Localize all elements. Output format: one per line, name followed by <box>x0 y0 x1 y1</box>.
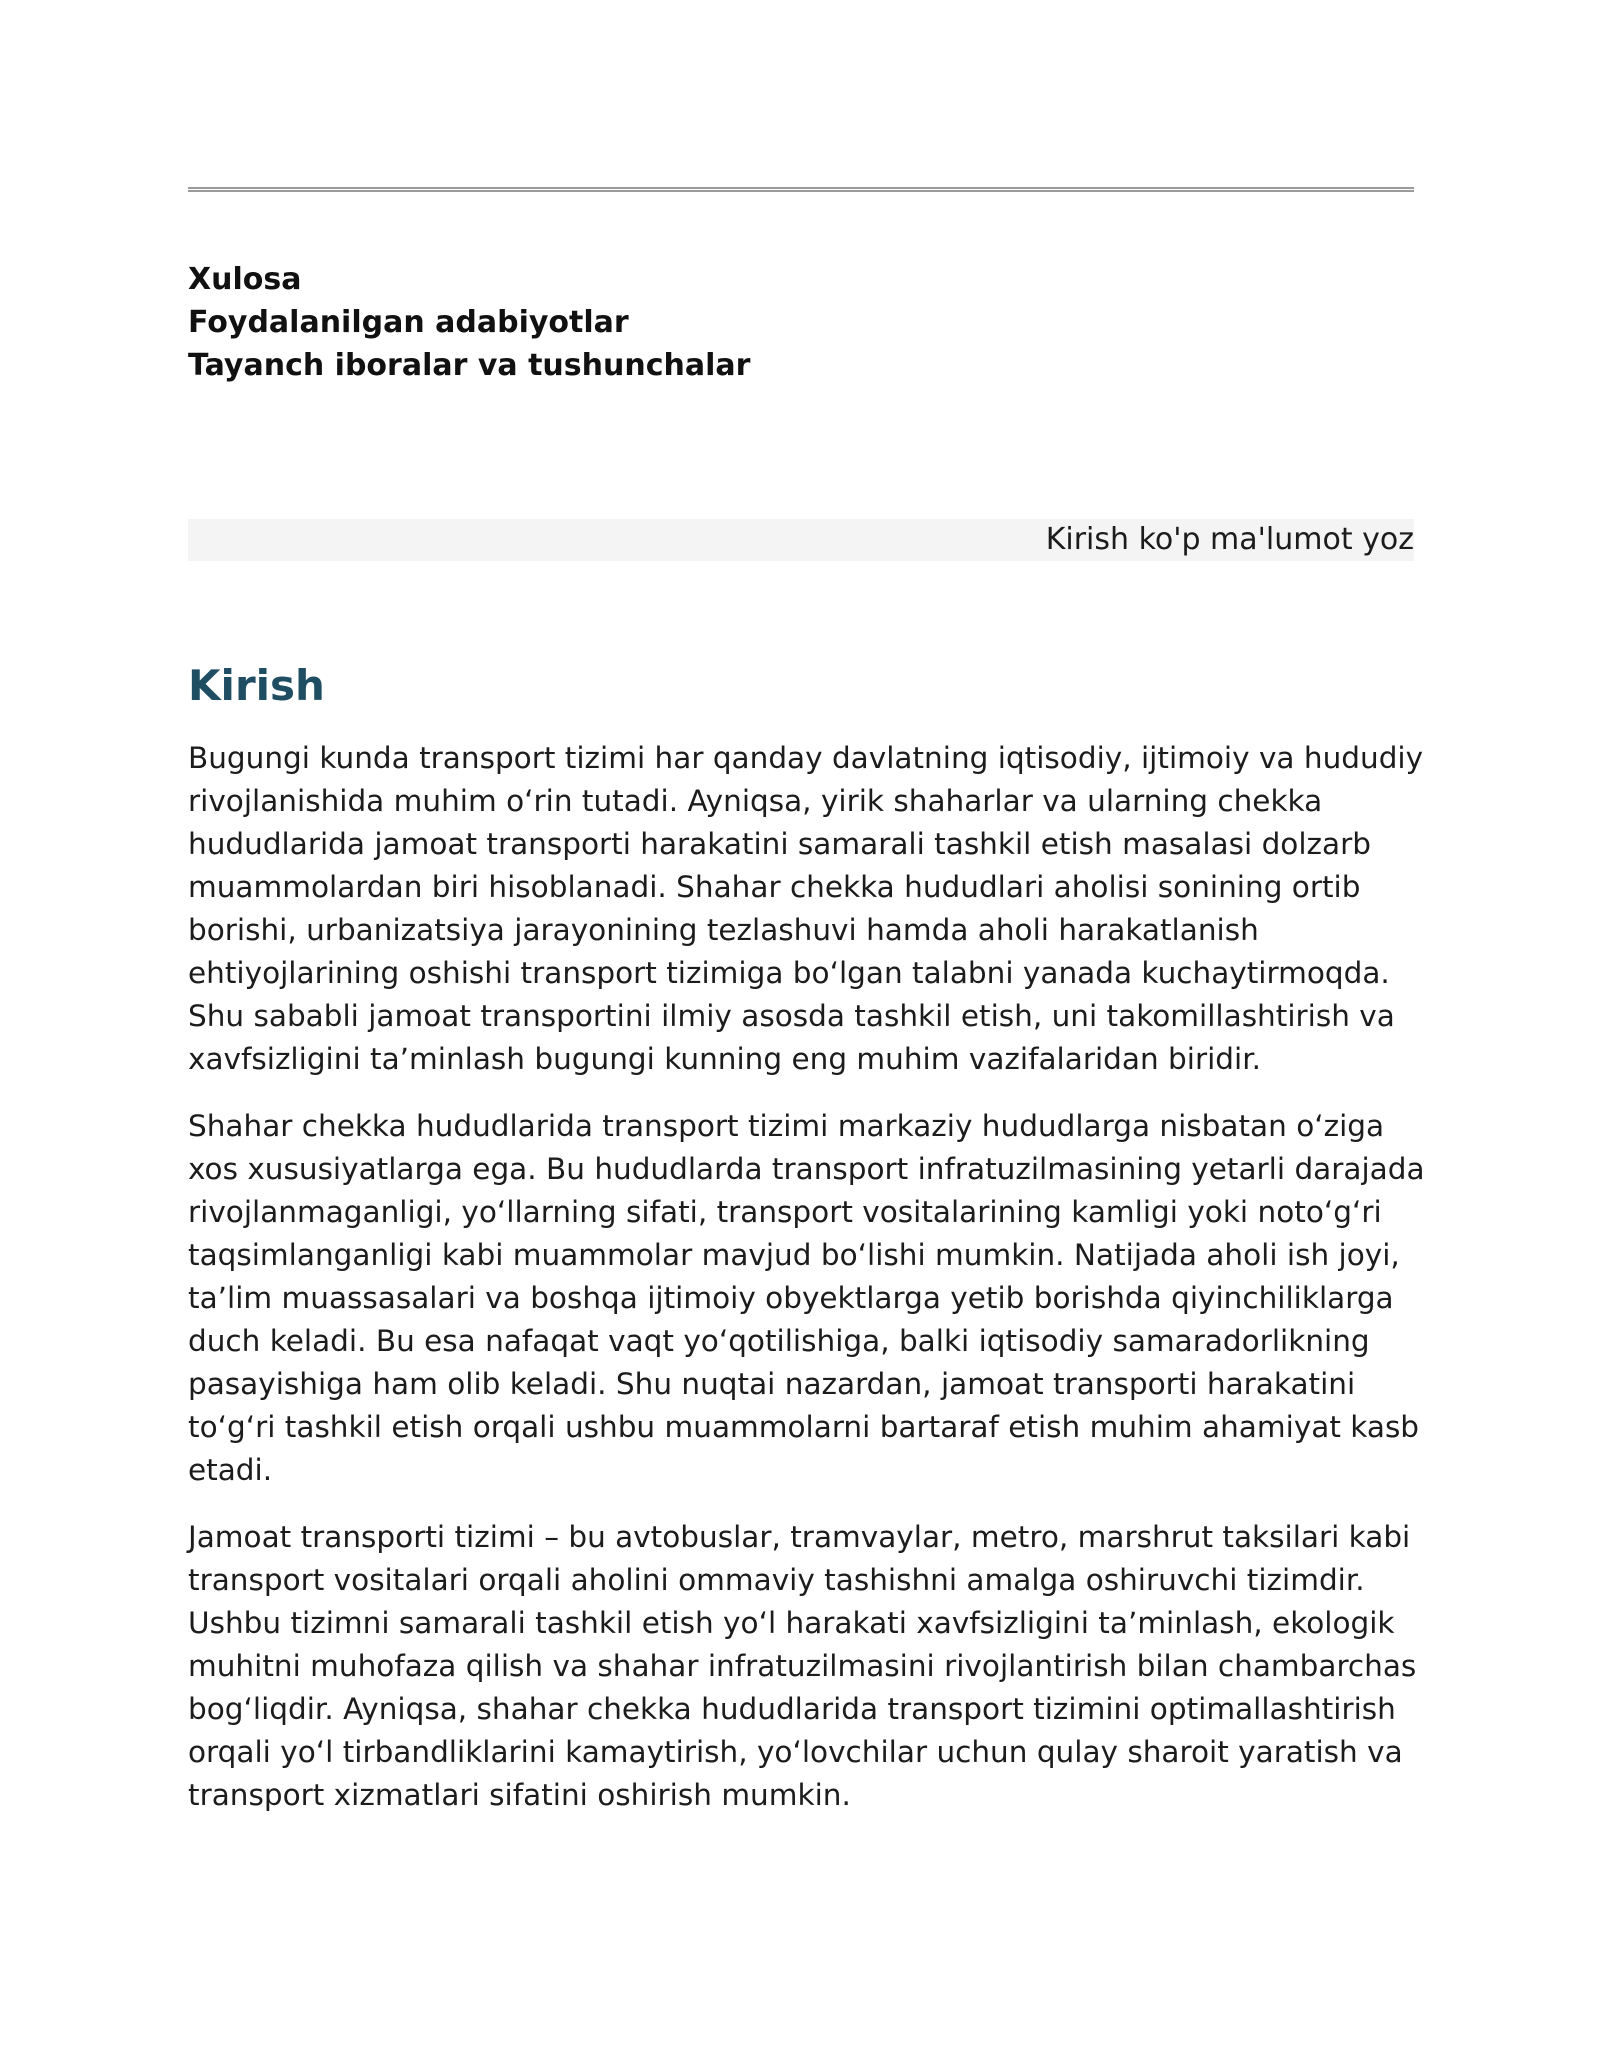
placeholder-note-text: Kirish ko'p ma'lumot yoz <box>1045 522 1414 557</box>
contents-item-key-terms: Tayanch iboralar va tushunchalar <box>188 348 751 383</box>
contents-item-conclusion: Xulosa <box>188 262 302 297</box>
section-heading: Kirish <box>188 661 325 710</box>
paragraph-1: Bugungi kunda transport tizimi har qanday davlatning iqtisodiy, ijtimoiy va hududiy rivojlanishida muhim oʻrin tutadi. Ayniqsa, yirik shaharlar va ularning chekka hududlarida jamoat transporti harakatini samarali tashkil etish masalasi dolzarb muammolardan biri hisoblanadi. Shahar chekka hududlari aholisi sonining ortib borishi, urbanizatsiya jarayonining tezlashuvi hamda aholi harakatlanish ehtiyojlarining oshishi transport tizimiga boʻlgan talabni yanada kuchaytirmoqda. Shu sababli jamoat transportini ilmiy asosda tashkil etish, uni takomillashtirish va xavfsizligini taʼminlash bugungi kunning eng muhim vazifalaridan biridir. <box>188 741 1424 1076</box>
contents-item-references: Foydalanilgan adabiyotlar <box>188 305 629 340</box>
contents-list <box>188 258 1414 387</box>
section-body <box>188 737 1428 1841</box>
placeholder-note-bar <box>188 519 1414 561</box>
paragraph-3: Jamoat transporti tizimi – bu avtobuslar, tramvaylar, metro, marshrut taksilari kabi transport vositalari orqali aholini ommaviy tashishni amalga oshiruvchi tizimdir. Ushbu tizimni samarali tashkil etish yoʻl harakati xavfsizligini taʼminlash, ekologik muhitni muhofaza qilish va shahar infratuzilmasini rivojlantirish bilan chambarchas bogʻliqdir. Ayniqsa, shahar chekka hududlarida transport tizimini optimallashtirish orqali yoʻl tirbandliklarini kamaytirish, yoʻlovchilar uchun qulay sharoit yaratish va transport xizmatlari sifatini oshirish mumkin. <box>188 1520 1417 1812</box>
paragraph-2: Shahar chekka hududlarida transport tizimi markaziy hududlarga nisbatan oʻziga xos xususiyatlarga ega. Bu hududlarda transport infratuzilmasining yetarli darajada rivojlanmaganligi, yoʻllarning sifati, transport vositalarining kamligi yoki notoʻgʻri taqsimlanganligi kabi muammolar mavjud boʻlishi mumkin. Natijada aholi ish joyi, taʼlim muassasalari va boshqa ijtimoiy obyektlarga yetib borishda qiyinchiliklarga duch keladi. Bu esa nafaqat vaqt yoʻqotilishiga, balki iqtisodiy samaradorlikning pasayishiga ham olib keladi. Shu nuqtai nazardan, jamoat transporti harakatini toʻgʻri tashkil etish orqali ushbu muammolarni bartaraf etish muhim ahamiyat kasb etadi. <box>188 1109 1425 1487</box>
horizontal-divider <box>188 187 1414 192</box>
